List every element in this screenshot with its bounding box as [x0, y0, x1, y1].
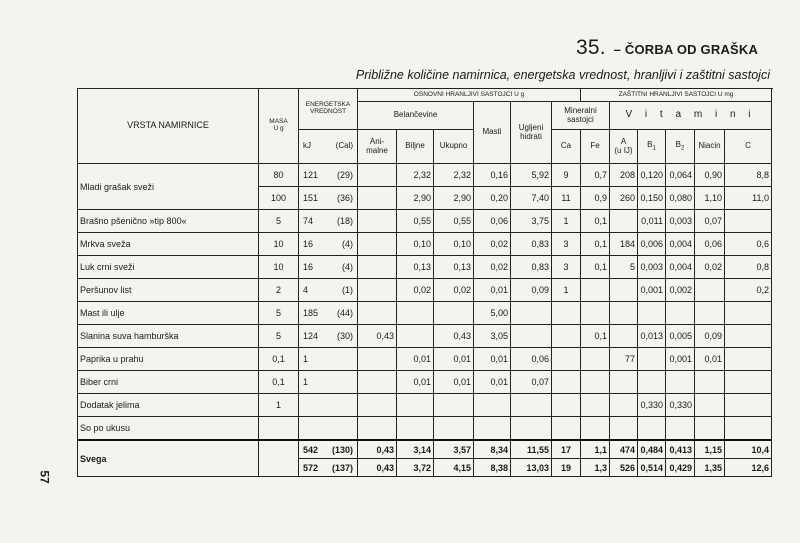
cell-ca	[552, 325, 581, 348]
cell-cal: (36)	[336, 193, 353, 203]
cell-ugljeni: 0,07	[511, 371, 552, 394]
cell-kj-cal	[299, 459, 358, 477]
header-ugljeni-line2: hidrati	[520, 131, 542, 141]
cell-cal: (18)	[336, 216, 353, 226]
cell-niacin: 1,35	[695, 459, 725, 477]
cell-b2: 0,080	[666, 187, 695, 210]
cell-b1: 0,001	[638, 279, 666, 302]
cell-niacin: 0,09	[695, 325, 725, 348]
cell-b2: 0,004	[666, 256, 695, 279]
row-name: Slanina suva hamburška	[78, 325, 259, 348]
header-mineral-line1: Mineralni	[564, 106, 597, 116]
cell-b2	[666, 417, 695, 441]
cell-fe	[581, 348, 610, 371]
row-name: Biber crni	[78, 371, 259, 394]
cell-kj-cal	[299, 164, 358, 187]
cell-kj-cal	[299, 417, 358, 441]
cell-ca: 3	[552, 256, 581, 279]
cell-ugljeni: 13,03	[511, 459, 552, 477]
cell-ukupno: 0,13	[434, 256, 474, 279]
cell-ca	[552, 417, 581, 441]
cell-ugljeni: 3,75	[511, 210, 552, 233]
cell-b1: 0,150	[638, 187, 666, 210]
cell-fe: 0,1	[581, 233, 610, 256]
cell-ugljeni: 11,55	[511, 440, 552, 459]
cell-masti: 0,01	[474, 371, 511, 394]
header-belancevine: Belančevine	[358, 102, 474, 130]
table-row	[78, 348, 772, 371]
cell-biljne: 3,14	[397, 440, 434, 459]
cell-a: 5	[610, 256, 638, 279]
cell-b1: 0,484	[638, 440, 666, 459]
cell-ukupno: 0,43	[434, 325, 474, 348]
cell-ugljeni	[511, 302, 552, 325]
cell-masa: 2	[259, 279, 299, 302]
cell-ugljeni: 0,83	[511, 256, 552, 279]
cell-animalne	[358, 233, 397, 256]
cell-b1	[638, 302, 666, 325]
cell-masa: 10	[259, 233, 299, 256]
cell-b2: 0,330	[666, 394, 695, 417]
header-b2-letter: B	[675, 140, 681, 150]
cell-animalne	[358, 348, 397, 371]
table-row	[78, 325, 772, 348]
cell-masa: 0,1	[259, 371, 299, 394]
totals-row	[78, 440, 772, 459]
cell-animalne	[358, 187, 397, 210]
cell-cal: (29)	[336, 170, 353, 180]
cell-kj: 16	[303, 239, 314, 249]
table-row	[78, 371, 772, 394]
header-a-line2: (u IJ)	[614, 145, 633, 155]
cell-ca: 1	[552, 279, 581, 302]
cell-c	[725, 325, 772, 348]
cell-c: 10,4	[725, 440, 772, 459]
cell-kj-cal	[299, 302, 358, 325]
cell-kj: 1	[303, 354, 309, 364]
cell-masa: 0,1	[259, 348, 299, 371]
cell-ukupno: 0,01	[434, 371, 474, 394]
cell-kj: 542	[303, 444, 319, 455]
cell-cal: (1)	[342, 285, 353, 295]
header-animalne	[358, 130, 397, 164]
header-kj-cal	[299, 130, 358, 164]
header-osnovni-sastojci: OSNOVNI HRANLJIVI SASTOJCI U g	[358, 89, 581, 102]
cell-cal: (44)	[336, 308, 353, 318]
header-mineral-line2: sastojci	[567, 114, 594, 124]
header-ugljeni-line1: Ugljeni	[518, 123, 544, 133]
cell-niacin: 0,01	[695, 348, 725, 371]
cell-b2: 0,064	[666, 164, 695, 187]
cell-masti: 0,01	[474, 279, 511, 302]
header-vitamin-b1	[638, 130, 666, 164]
cell-b1: 0,514	[638, 459, 666, 477]
cell-biljne: 2,32	[397, 164, 434, 187]
cell-cal: (30)	[336, 331, 353, 341]
cell-ca	[552, 394, 581, 417]
cell-ca	[552, 302, 581, 325]
cell-a: 184	[610, 233, 638, 256]
table-row	[78, 233, 772, 256]
header-masti: Masti	[474, 102, 511, 164]
cell-animalne	[358, 164, 397, 187]
cell-ukupno	[434, 394, 474, 417]
cell-ca: 11	[552, 187, 581, 210]
header-cal: (Cal)	[335, 141, 353, 151]
cell-ugljeni: 0,83	[511, 233, 552, 256]
cell-niacin	[695, 394, 725, 417]
header-energ-line1: ENERGETSKA	[305, 101, 351, 109]
cell-a: 526	[610, 459, 638, 477]
header-vrsta-namirnice: VRSTA NAMIRNICE	[78, 89, 259, 164]
cell-animalne	[358, 417, 397, 441]
cell-b2: 0,005	[666, 325, 695, 348]
cell-masti: 0,06	[474, 210, 511, 233]
cell-a: 474	[610, 440, 638, 459]
cell-ukupno	[434, 302, 474, 325]
cell-niacin: 1,15	[695, 440, 725, 459]
cell-b2: 0,002	[666, 279, 695, 302]
table-row	[78, 210, 772, 233]
header-masa-unit: U g	[273, 125, 284, 132]
cell-masti	[474, 417, 511, 441]
cell-niacin	[695, 417, 725, 441]
page-subtitle: Približne količine namirnica, energetska vrednost, hranljivi i zaštitni sastojci	[355, 68, 770, 82]
cell-ukupno: 2,32	[434, 164, 474, 187]
cell-masti: 3,05	[474, 325, 511, 348]
cell-cal: (130)	[331, 444, 353, 455]
cell-ca: 1	[552, 210, 581, 233]
cell-niacin: 0,06	[695, 233, 725, 256]
cell-a: 208	[610, 164, 638, 187]
cell-niacin: 0,02	[695, 256, 725, 279]
cell-b2: 0,413	[666, 440, 695, 459]
cell-kj-cal	[299, 394, 358, 417]
cell-kj-cal	[299, 210, 358, 233]
header-ukupno: Ukupno	[434, 130, 474, 164]
cell-ca: 3	[552, 233, 581, 256]
cell-b1: 0,006	[638, 233, 666, 256]
cell-masa: 1	[259, 394, 299, 417]
header-anim-line1: Ani-	[369, 137, 385, 147]
header-mineralni-sastojci	[552, 102, 610, 130]
cell-biljne: 0,02	[397, 279, 434, 302]
cell-masti: 8,34	[474, 440, 511, 459]
cell-kj: 572	[303, 462, 319, 473]
cell-kj: 1	[303, 377, 309, 387]
cell-niacin: 0,90	[695, 164, 725, 187]
cell-niacin	[695, 371, 725, 394]
cell-c: 8,8	[725, 164, 772, 187]
cell-masti: 0,01	[474, 348, 511, 371]
cell-kj-cal	[299, 279, 358, 302]
cell-ugljeni	[511, 417, 552, 441]
cell-c	[725, 210, 772, 233]
cell-ugljeni	[511, 394, 552, 417]
cell-ca	[552, 348, 581, 371]
cell-c: 11,0	[725, 187, 772, 210]
cell-fe: 1,3	[581, 459, 610, 477]
table-row	[78, 302, 772, 325]
cell-fe: 0,7	[581, 164, 610, 187]
cell-cal: (137)	[331, 462, 353, 473]
cell-biljne: 0,55	[397, 210, 434, 233]
cell-ukupno: 0,02	[434, 279, 474, 302]
cell-c	[725, 417, 772, 441]
cell-fe	[581, 371, 610, 394]
header-vitamin-c: C	[725, 130, 772, 164]
cell-c	[725, 371, 772, 394]
cell-biljne	[397, 394, 434, 417]
cell-niacin: 1,10	[695, 187, 725, 210]
cell-fe	[581, 417, 610, 441]
cell-ugljeni: 7,40	[511, 187, 552, 210]
cell-a	[610, 417, 638, 441]
cell-ukupno: 0,10	[434, 233, 474, 256]
row-name: Mast ili ulje	[78, 302, 259, 325]
cell-a: 77	[610, 348, 638, 371]
cell-animalne	[358, 279, 397, 302]
cell-biljne: 2,90	[397, 187, 434, 210]
cell-fe: 0,9	[581, 187, 610, 210]
cell-kj-cal	[299, 440, 358, 459]
cell-c	[725, 394, 772, 417]
cell-ugljeni: 0,09	[511, 279, 552, 302]
cell-cal: (4)	[342, 262, 353, 272]
cell-niacin	[695, 279, 725, 302]
header-niacin: Niacin	[695, 130, 725, 164]
header-kj: kJ	[303, 141, 311, 151]
cell-kj: 151	[303, 193, 319, 203]
cell-a	[610, 279, 638, 302]
cell-masti: 0,20	[474, 187, 511, 210]
cell-biljne: 0,13	[397, 256, 434, 279]
cell-a	[610, 210, 638, 233]
cell-kj: 124	[303, 331, 319, 341]
cell-b1: 0,013	[638, 325, 666, 348]
cell-biljne: 0,01	[397, 348, 434, 371]
cell-niacin	[695, 302, 725, 325]
cell-c	[725, 348, 772, 371]
cell-a	[610, 394, 638, 417]
cell-kj: 74	[303, 216, 314, 226]
cell-animalne	[358, 302, 397, 325]
cell-ukupno	[434, 417, 474, 441]
cell-ca	[552, 371, 581, 394]
row-name: Paprika u prahu	[78, 348, 259, 371]
cell-ukupno: 4,15	[434, 459, 474, 477]
cell-b2: 0,004	[666, 233, 695, 256]
table-row	[78, 394, 772, 417]
header-vitamin-b2	[666, 130, 695, 164]
cell-masti: 8,38	[474, 459, 511, 477]
row-name: Luk crni sveži	[78, 256, 259, 279]
cell-biljne: 3,72	[397, 459, 434, 477]
cell-kj-cal	[299, 348, 358, 371]
row-name: Mrkva sveža	[78, 233, 259, 256]
header-fe: Fe	[581, 130, 610, 164]
nutrition-table	[77, 88, 772, 477]
cell-c: 0,8	[725, 256, 772, 279]
table-row	[78, 279, 772, 302]
cell-ugljeni: 5,92	[511, 164, 552, 187]
cell-kj-cal	[299, 187, 358, 210]
header-energ-line2: VREDNOST	[309, 108, 347, 115]
table-row	[78, 164, 772, 187]
cell-animalne	[358, 371, 397, 394]
cell-c: 0,6	[725, 233, 772, 256]
table-row	[78, 256, 772, 279]
cell-fe	[581, 279, 610, 302]
cell-masti: 5,00	[474, 302, 511, 325]
header-a-line1: A	[620, 137, 627, 147]
cell-masa: 100	[259, 187, 299, 210]
cell-ukupno: 3,57	[434, 440, 474, 459]
cell-a	[610, 302, 638, 325]
header-b2-sub: 2	[681, 145, 685, 152]
cell-b2: 0,429	[666, 459, 695, 477]
cell-masti: 0,02	[474, 256, 511, 279]
cell-c: 12,6	[725, 459, 772, 477]
cell-ukupno: 0,01	[434, 348, 474, 371]
cell-kj-cal	[299, 325, 358, 348]
cell-masa	[259, 417, 299, 441]
cell-fe: 0,1	[581, 210, 610, 233]
cell-niacin: 0,07	[695, 210, 725, 233]
cell-b2	[666, 371, 695, 394]
cell-ugljeni: 0,06	[511, 348, 552, 371]
header-vitamin-a	[610, 130, 638, 164]
cell-biljne: 0,10	[397, 233, 434, 256]
cell-b1	[638, 348, 666, 371]
cell-animalne	[358, 394, 397, 417]
cell-a: 260	[610, 187, 638, 210]
cell-b2	[666, 302, 695, 325]
header-energetska-vrednost	[299, 89, 358, 130]
header-ugljeni-hidrati	[511, 102, 552, 164]
row-name: Mladi grašak sveži	[78, 164, 259, 210]
cell-masti	[474, 394, 511, 417]
cell-ukupno: 0,55	[434, 210, 474, 233]
cell-animalne: 0,43	[358, 459, 397, 477]
row-name: Dodatak jelima	[78, 394, 259, 417]
cell-b1: 0,120	[638, 164, 666, 187]
cell-c	[725, 302, 772, 325]
totals-label: Svega	[78, 440, 259, 477]
cell-cal: (4)	[342, 239, 353, 249]
header-masa-label: MASA	[269, 118, 288, 126]
cell-masa: 10	[259, 256, 299, 279]
cell-b1	[638, 417, 666, 441]
header-biljne: Biljne	[397, 130, 434, 164]
cell-b1: 0,330	[638, 394, 666, 417]
page-number: 57	[37, 470, 52, 484]
cell-kj: 16	[303, 262, 314, 272]
cell-ca: 19	[552, 459, 581, 477]
cell-kj-cal	[299, 256, 358, 279]
recipe-title: – ČORBA OD GRAŠKA	[613, 42, 759, 57]
cell-biljne	[397, 302, 434, 325]
cell-fe: 1,1	[581, 440, 610, 459]
cell-animalne	[358, 210, 397, 233]
cell-animalne: 0,43	[358, 440, 397, 459]
cell-kj: 4	[303, 285, 309, 295]
recipe-number: 35.	[576, 36, 606, 59]
header-vitamini: V i t a m i n i	[610, 102, 772, 130]
cell-b1: 0,011	[638, 210, 666, 233]
cell-fe: 0,1	[581, 325, 610, 348]
cell-fe: 0,1	[581, 256, 610, 279]
cell-ugljeni	[511, 325, 552, 348]
cell-animalne	[358, 256, 397, 279]
cell-kj-cal	[299, 371, 358, 394]
cell-fe	[581, 394, 610, 417]
cell-b2: 0,003	[666, 210, 695, 233]
cell-b1: 0,003	[638, 256, 666, 279]
header-masa	[259, 89, 299, 164]
cell-masa: 80	[259, 164, 299, 187]
header-anim-line2: malne	[366, 145, 388, 155]
header-b1-sub: 1	[652, 145, 656, 152]
cell-biljne	[397, 417, 434, 441]
cell-biljne	[397, 325, 434, 348]
cell-b2: 0,001	[666, 348, 695, 371]
cell-masa	[259, 440, 299, 477]
cell-fe	[581, 302, 610, 325]
cell-ca: 9	[552, 164, 581, 187]
cell-b1	[638, 371, 666, 394]
cell-ukupno: 2,90	[434, 187, 474, 210]
cell-masa: 5	[259, 325, 299, 348]
cell-kj: 185	[303, 308, 319, 318]
header-b1-letter: B	[647, 140, 653, 150]
page-title	[576, 36, 758, 60]
header-ca: Ca	[552, 130, 581, 164]
cell-a	[610, 325, 638, 348]
header-zastitni-sastojci: ZAŠTITNI HRANLJIVI SASTOJCI U mg	[581, 89, 772, 102]
cell-kj: 121	[303, 170, 319, 180]
cell-a	[610, 371, 638, 394]
cell-c: 0,2	[725, 279, 772, 302]
row-name: So po ukusu	[78, 417, 259, 441]
cell-masa: 5	[259, 302, 299, 325]
cell-kj-cal	[299, 233, 358, 256]
cell-biljne: 0,01	[397, 371, 434, 394]
cell-masti: 0,16	[474, 164, 511, 187]
cell-masti: 0,02	[474, 233, 511, 256]
cell-masa: 5	[259, 210, 299, 233]
row-name: Brašno pšenično »tip 800«	[78, 210, 259, 233]
row-name: Peršunov list	[78, 279, 259, 302]
table-row	[78, 417, 772, 441]
cell-ca: 17	[552, 440, 581, 459]
cell-animalne: 0,43	[358, 325, 397, 348]
